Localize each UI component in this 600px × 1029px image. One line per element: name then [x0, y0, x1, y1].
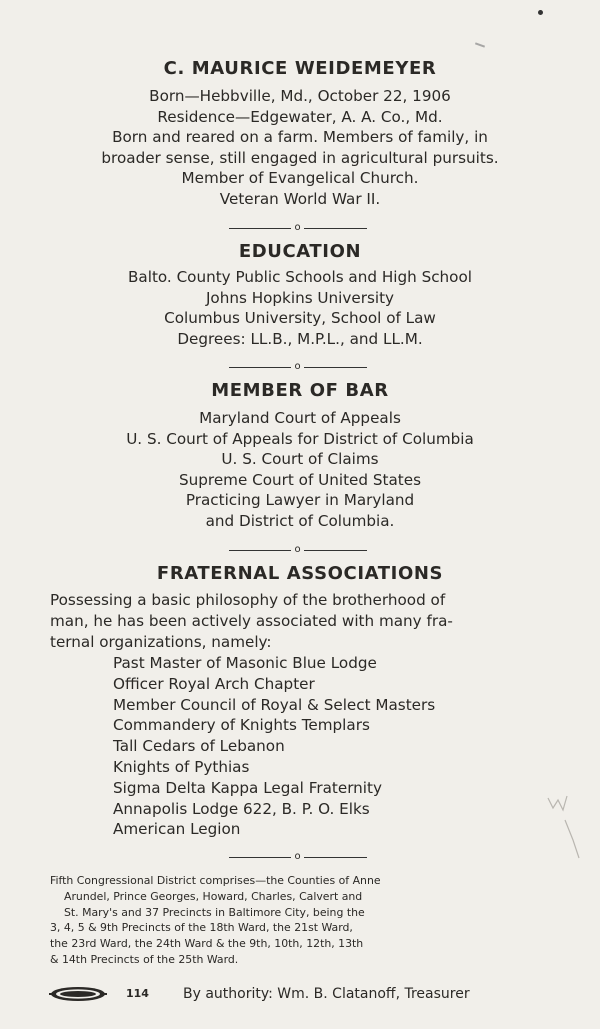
district-note — [50, 873, 550, 968]
bar-line: U. S. Court of Appeals for District of Columbia — [126, 429, 474, 448]
bar-line: U. S. Court of Claims — [221, 450, 379, 469]
detail-line: Member of Evangelical Church. — [181, 169, 419, 188]
candidate-details — [0, 86, 600, 210]
bar-line: Maryland Court of Appeals — [199, 409, 401, 427]
detail-line: Veteran World War II. — [219, 189, 381, 208]
footer — [0, 984, 600, 1004]
intro-line: ternal organizations, namely: — [50, 632, 272, 651]
education-list — [0, 267, 600, 349]
intro-line: man, he has been actively associated with many fra- — [50, 611, 453, 630]
authority-line: By authority: Wm. B. Clatanoff, Treasurer — [183, 986, 470, 1002]
pencil-mark — [545, 790, 590, 865]
ink-dot — [538, 10, 543, 15]
note-line: St. Mary's and 37 Precincts in Baltimore City, being the — [64, 905, 365, 919]
detail-line: Residence—Edgewater, A. A. Co., Md. — [157, 107, 443, 126]
detail-line: Born—Hebbville, Md., October 22, 1906 — [149, 87, 451, 105]
education-title: EDUCATION — [238, 241, 362, 262]
list-item: Sigma Delta Kappa Legal Fraternity — [113, 778, 382, 797]
bar-line: and District of Columbia. — [205, 511, 395, 530]
union-label-icon — [49, 986, 107, 1002]
divider-mark: o — [294, 544, 301, 555]
section-divider — [229, 360, 367, 374]
education-line: Balto. County Public Schools and High School — [128, 268, 472, 286]
note-line: & 14th Precincts of the 25th Ward. — [50, 952, 239, 966]
list-item: American Legion — [113, 820, 241, 839]
section-divider — [229, 543, 367, 557]
detail-line: Born and reared on a farm. Members of family, in — [112, 128, 488, 147]
note-line: the 23rd Ward, the 24th Ward & the 9th, 10th, 12th, 13th — [50, 937, 364, 951]
note-line: Fifth Congressional District comprises—the Counties of Anne — [50, 874, 381, 887]
intro-line: Possessing a basic philosophy of the brotherhood of — [50, 591, 446, 609]
divider-mark: o — [294, 222, 301, 233]
list-item: Member Council of Royal & Select Masters — [113, 695, 436, 714]
fraternal-title: FRATERNAL ASSOCIATIONS — [156, 563, 444, 584]
divider-mark: o — [294, 851, 301, 862]
list-item: Past Master of Masonic Blue Lodge — [113, 654, 377, 672]
candidate-name: C. MAURICE WEIDEMEYER — [163, 58, 437, 79]
education-line: Columbus University, School of Law — [164, 309, 436, 328]
section-divider — [229, 850, 367, 864]
fraternal-list — [113, 653, 513, 840]
note-line: 3, 4, 5 & 9th Precincts of the 18th Ward, the 21st Ward, — [50, 921, 353, 935]
section-divider — [229, 221, 367, 235]
detail-line: broader sense, still engaged in agricultural pursuits. — [101, 148, 499, 167]
list-item: Commandery of Knights Templars — [113, 716, 370, 735]
education-line: Johns Hopkins University — [205, 288, 395, 307]
list-item: Annapolis Lodge 622, B. P. O. Elks — [113, 799, 370, 818]
fraternal-intro — [50, 590, 550, 652]
list-item: Officer Royal Arch Chapter — [113, 674, 315, 693]
divider-mark: o — [294, 361, 301, 372]
list-item: Tall Cedars of Lebanon — [113, 737, 285, 756]
note-line: Arundel, Prince Georges, Howard, Charles, Calvert and — [64, 889, 363, 903]
list-item: Knights of Pythias — [113, 757, 250, 776]
ink-mark — [475, 42, 485, 47]
page-number: 114 — [126, 987, 149, 1000]
bar-list — [0, 408, 600, 532]
bar-line: Supreme Court of United States — [179, 470, 421, 489]
education-line: Degrees: LL.B., M.P.L., and LL.M. — [177, 329, 423, 348]
bar-line: Practicing Lawyer in Maryland — [185, 491, 415, 510]
bar-title: MEMBER OF BAR — [211, 380, 389, 401]
